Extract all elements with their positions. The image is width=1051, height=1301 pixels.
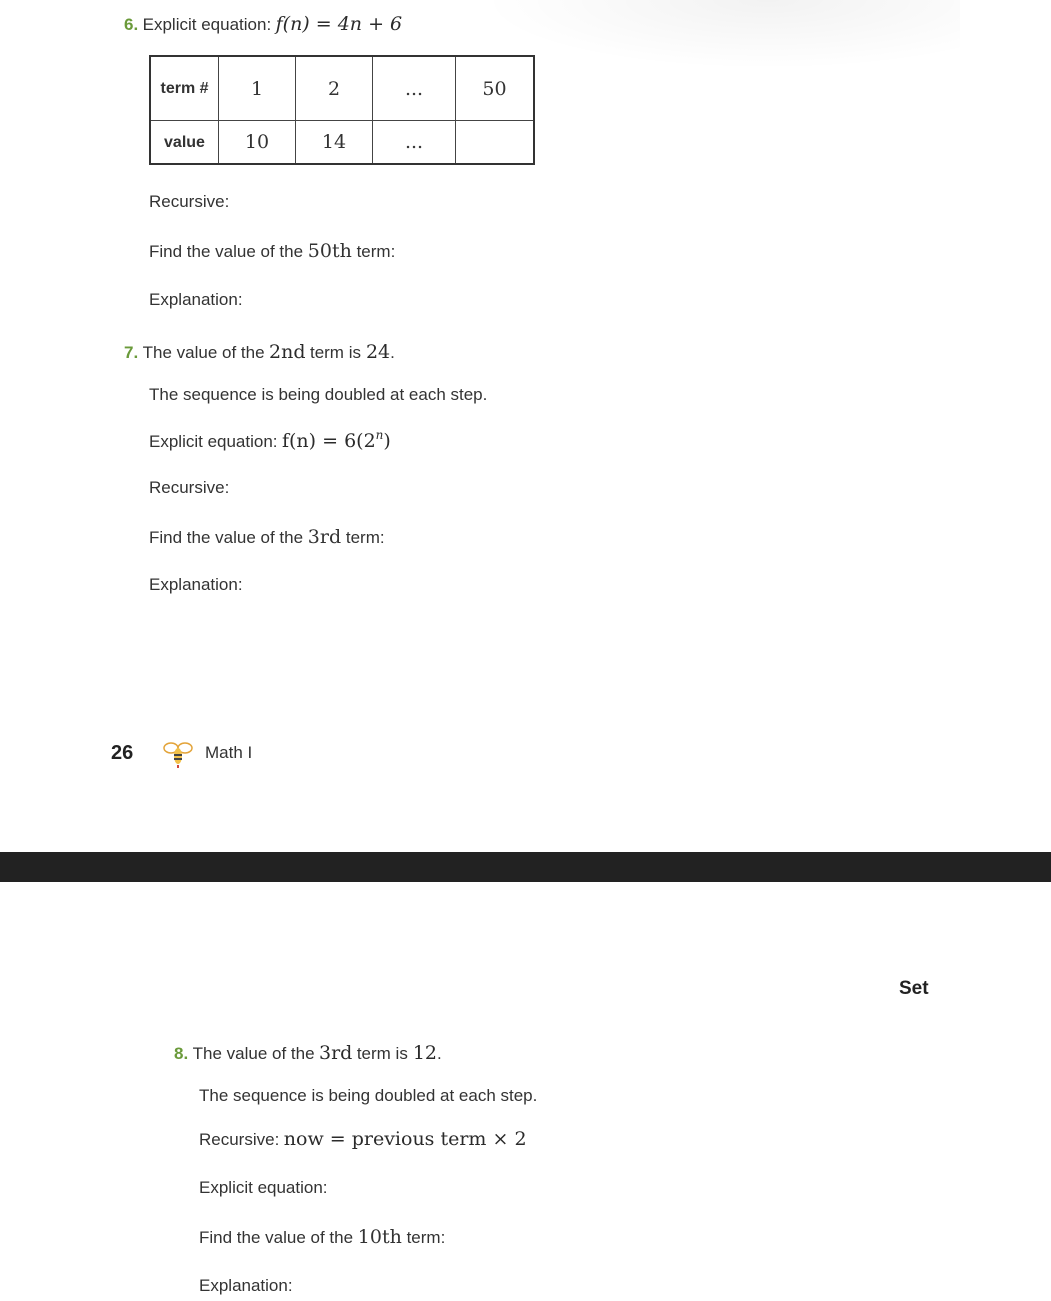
q6-find-prefix: Find the value of the (149, 242, 304, 261)
question-8-number: 8. (174, 1044, 189, 1063)
q7-explicit-label: Explicit equation: (149, 432, 278, 451)
question-7-number: 7. (124, 343, 139, 362)
q8-find-suffix: term: (406, 1228, 446, 1247)
table-row-value (150, 121, 534, 165)
q7-find-prefix: Find the value of the (149, 528, 304, 547)
q7-explicit-close: ) (383, 430, 391, 452)
question-7-header (124, 341, 395, 363)
q7-given-value: 24 (365, 341, 391, 363)
q8-sequence-text: The sequence is being doubled at each step. (199, 1086, 538, 1105)
table-cell-value-ellipsis: ... (373, 121, 456, 165)
q7-explicit (149, 428, 391, 452)
q7-given-prefix: The value of the (142, 343, 265, 362)
q7-recursive-label: Recursive: (149, 478, 230, 497)
table-header-term: term # (150, 56, 219, 121)
q8-given-value: 12 (412, 1042, 437, 1064)
q7-find-term (149, 526, 385, 548)
q8-given-prefix: The value of the (192, 1044, 315, 1063)
q8-recursive-formula: now = previous term × 2 (283, 1128, 527, 1150)
q6-find-term (149, 240, 395, 262)
q7-find-term-number: 3rd (307, 526, 342, 548)
q8-find-term-number: 10th (357, 1226, 402, 1248)
q8-recursive (199, 1128, 527, 1150)
question-8-header (174, 1042, 442, 1064)
question-6-header (124, 13, 402, 35)
q6-explicit-label: Explicit equation: (142, 15, 272, 34)
q7-given-middle: term is (309, 343, 361, 362)
q8-explanation-label: Explanation: (199, 1276, 293, 1295)
q8-recursive-label: Recursive: (199, 1130, 280, 1149)
q8-given-middle: term is (356, 1044, 408, 1063)
q6-explanation-label: Explanation: (149, 290, 243, 309)
q8-given-end: . (437, 1044, 442, 1063)
page-sheen (480, 0, 960, 70)
q6-recursive-label: Recursive: (149, 192, 230, 211)
table-cell-term-ellipsis: ... (373, 56, 456, 121)
question-6-number: 6. (124, 15, 139, 34)
table-cell-term-50: 50 (456, 56, 535, 121)
table-cell-term-2: 2 (296, 56, 373, 121)
table-cell-value-1: 10 (219, 121, 296, 165)
q7-find-suffix: term: (345, 528, 385, 547)
q7-explicit-base: f(n) = 6(2 (281, 430, 376, 452)
q8-find-term (199, 1226, 445, 1248)
q6-find-term-number: 50th (307, 240, 352, 262)
q6-find-suffix: term: (356, 242, 396, 261)
q7-explicit-formula (282, 430, 391, 452)
set-label: Set (899, 978, 929, 999)
course-name: Math I (205, 743, 253, 762)
q7-sequence-text: The sequence is being doubled at each step. (149, 385, 488, 404)
q8-explicit-label: Explicit equation: (199, 1178, 328, 1197)
q8-given-term: 3rd (319, 1042, 353, 1064)
table-row-term (150, 56, 534, 121)
q8-find-prefix: Find the value of the (199, 1228, 354, 1247)
page-number: 26 (111, 742, 134, 764)
q7-given-end: . (390, 343, 395, 362)
page-divider (0, 852, 1051, 882)
table-header-value: value (150, 121, 219, 165)
table-cell-value-2: 14 (296, 121, 373, 165)
table-cell-term-1: 1 (219, 56, 296, 121)
q7-explicit-exponent: n (375, 428, 384, 442)
table-cell-value-50[interactable] (456, 121, 535, 165)
sequence-table (149, 55, 535, 165)
q6-explicit-formula: f(n) = 4n + 6 (275, 13, 403, 35)
q7-explanation-label: Explanation: (149, 575, 243, 594)
bee-icon (163, 739, 193, 769)
q7-given-term: 2nd (269, 341, 306, 363)
